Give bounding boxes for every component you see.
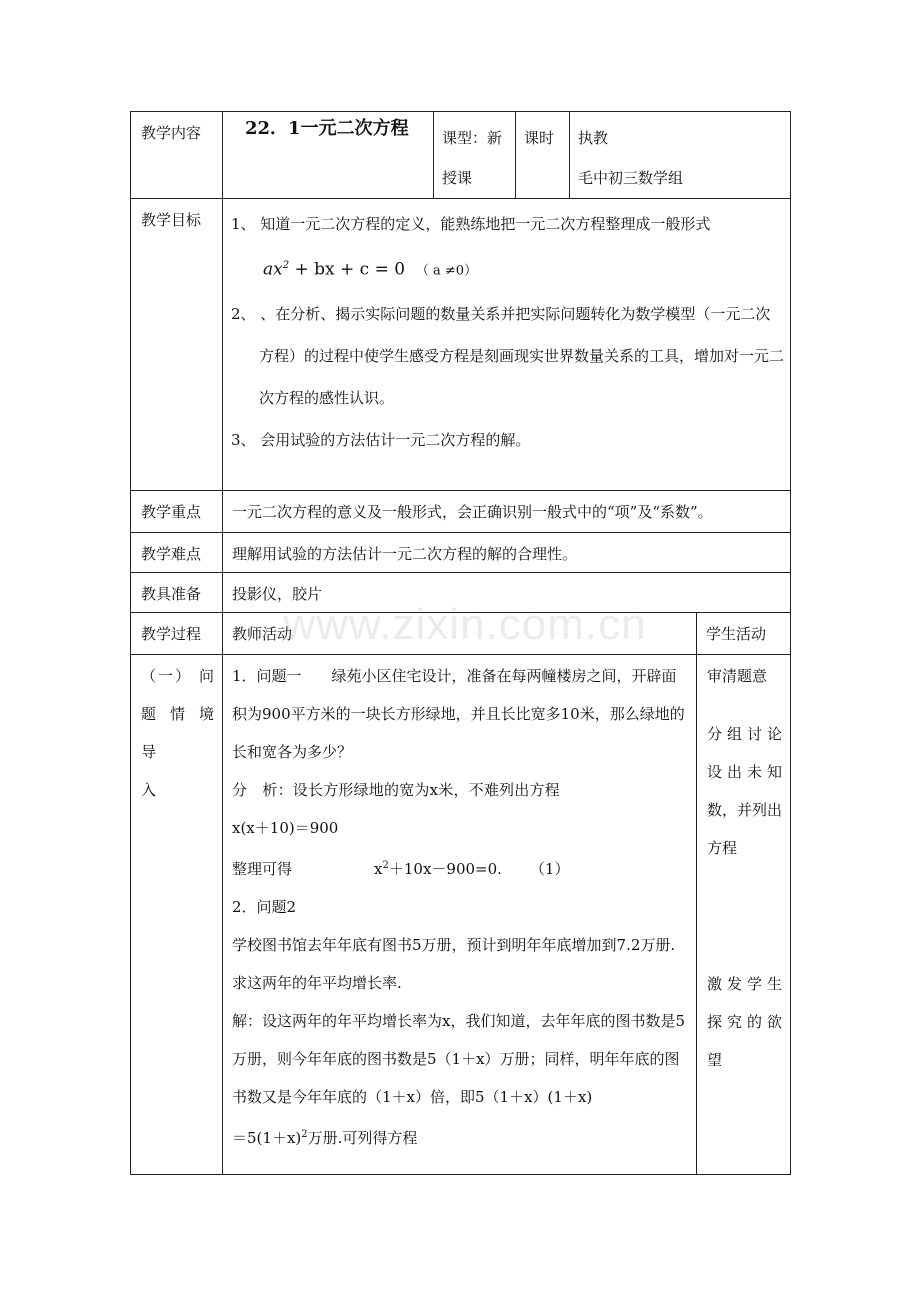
student-activity-2-line4: 方程: [707, 839, 738, 857]
teacher-cell: [570, 112, 791, 199]
solution-end-a: ＝5(1＋x): [232, 1129, 302, 1147]
lesson-type-line1: 课型：新: [442, 129, 503, 147]
goal-item-2: 2、 、在分析、揭示实际问题的数量关系并把实际问题转化为数学模型（一元二次方程）的过程中使学生感受方程是刻画现实世界数量关系的工具，增加对一元二次方程的感性认识。: [231, 304, 785, 407]
key-point-content-cell: [223, 491, 791, 533]
title-cell: [223, 112, 434, 199]
formula-rest: + bx + c = 0: [289, 259, 406, 280]
goals-content-cell: [223, 199, 791, 491]
lesson-type-line2: 授课: [442, 169, 473, 187]
solution-end-b: 万册.可列得方程: [307, 1129, 418, 1147]
header-row: [131, 112, 791, 199]
goals-label: 教学目标: [141, 211, 202, 229]
materials-row: [131, 573, 791, 613]
teacher-group: 毛中初三数学组: [578, 169, 684, 187]
type-cell: [434, 112, 516, 199]
equation-2-rest: ＋10x－900=0.: [388, 860, 502, 878]
general-form-formula: [231, 245, 784, 293]
student-activity-2-line3: 数，并列出: [707, 801, 783, 819]
difficulty-content-cell: [223, 533, 791, 573]
formula-condition: （ a ≠0）: [415, 263, 478, 279]
content-label: 教学内容: [141, 124, 202, 142]
student-activity-2-line1: 分 组 讨 论: [707, 725, 783, 743]
goal-item-3: 3、 会用试验的方法估计一元二次方程的解。: [231, 430, 531, 449]
difficulty-row: [131, 533, 791, 573]
materials-content-cell: [223, 573, 791, 613]
teacher-activity-header: 教师活动: [232, 625, 293, 643]
period-label: 课时: [524, 129, 555, 147]
section1-teacher-content: [223, 655, 696, 1157]
arrange-label: 整理可得: [232, 860, 293, 878]
equation-2-line: [232, 847, 688, 888]
key-point-label: 教学重点: [141, 503, 202, 521]
student-activity-3-line2: 探 究 的 欲: [707, 1013, 783, 1031]
equation-2-x: x: [374, 860, 383, 878]
section1-student-cell: [697, 655, 791, 1175]
formula-ax: ax: [263, 259, 283, 280]
section1-teacher-cell: [223, 655, 697, 1175]
section1-label: [131, 655, 222, 809]
section1-label-line2: 题 情 境 导: [141, 705, 214, 761]
materials-label-cell: [131, 573, 223, 613]
process-label-cell: [131, 613, 223, 655]
goals-label-cell: [131, 199, 223, 491]
student-activity-header: 学生活动: [706, 625, 767, 643]
materials-label: 教具准备: [141, 585, 202, 603]
key-point-label-cell: [131, 491, 223, 533]
goals-content: [223, 199, 790, 461]
materials-text: 投影仪，胶片: [232, 585, 323, 603]
content-label-cell: [131, 112, 223, 199]
section1-row: [131, 655, 791, 1175]
student-activity-3-line1: 激 发 学 生: [707, 975, 783, 993]
solution-end-exponent: 2: [301, 1129, 308, 1140]
section1-label-line3: 入: [141, 781, 157, 799]
key-point-text: 一元二次方程的意义及一般形式，会正确识别一般式中的“项”及“系数”。: [232, 503, 713, 521]
difficulty-label: 教学难点: [141, 545, 202, 563]
student-activity-header-cell: [697, 613, 791, 655]
equation-1: x(x＋10)＝900: [232, 819, 339, 837]
analysis-text: 分 析：设长方形绿地的宽为x米，不难列出方程: [232, 781, 560, 799]
student-activity-1: 审清题意: [707, 667, 768, 685]
lesson-plan-table: [130, 111, 791, 1175]
solution-text: 解：设这两年的年平均增长率为x，我们知道，去年年底的图书数是5万册，则今年年底的图书数是5（1＋x）万册；同样，明年年底的图书数又是今年年底的（1＋x）倍，即5（1＋x）(1＋x): [232, 1012, 686, 1106]
equation-2-number: （1）: [529, 860, 570, 878]
solution-end: [232, 1116, 688, 1157]
key-point-row: [131, 491, 791, 533]
student-activity-3-line3: 望: [707, 1051, 723, 1069]
problem-1-text: 1．问题一 绿苑小区住宅设计，准备在每两幢楼房之间，开辟面积为900平方米的一块长方形绿地，并且长比宽多10米，那么绿地的长和宽各为多少？: [232, 667, 685, 761]
period-cell: [516, 112, 570, 199]
teacher-activity-header-cell: [223, 613, 697, 655]
process-label: 教学过程: [141, 625, 202, 643]
student-activity-2-line2: 设 出 未 知: [707, 763, 783, 781]
goals-row: [131, 199, 791, 491]
section1-label-line1: （一） 问: [141, 667, 214, 685]
equation-2-exponent: 2: [382, 860, 389, 871]
difficulty-label-cell: [131, 533, 223, 573]
teacher-line1: 执教: [578, 129, 609, 147]
section1-label-cell: [131, 655, 223, 1175]
teacher-info: [570, 112, 790, 198]
lesson-title: 22．1一元二次方程: [245, 118, 409, 139]
watermark: www.zixin.com.cn: [283, 600, 647, 649]
goal-item-1: 1、 知道一元二次方程的定义，能熟练地把一元二次方程整理成一般形式: [231, 215, 711, 233]
problem-2-title: 2．问题2: [232, 898, 297, 916]
formula-exponent: 2: [282, 260, 290, 271]
process-header-row: [131, 613, 791, 655]
section1-student-content: [697, 655, 790, 1079]
lesson-type: [434, 112, 515, 198]
problem-2-text: 学校图书馆去年年底有图书5万册，预计到明年年底增加到7.2万册.求这两年的年平均增长率.: [232, 936, 676, 992]
difficulty-text: 理解用试验的方法估计一元二次方程的解的合理性。: [232, 545, 578, 563]
